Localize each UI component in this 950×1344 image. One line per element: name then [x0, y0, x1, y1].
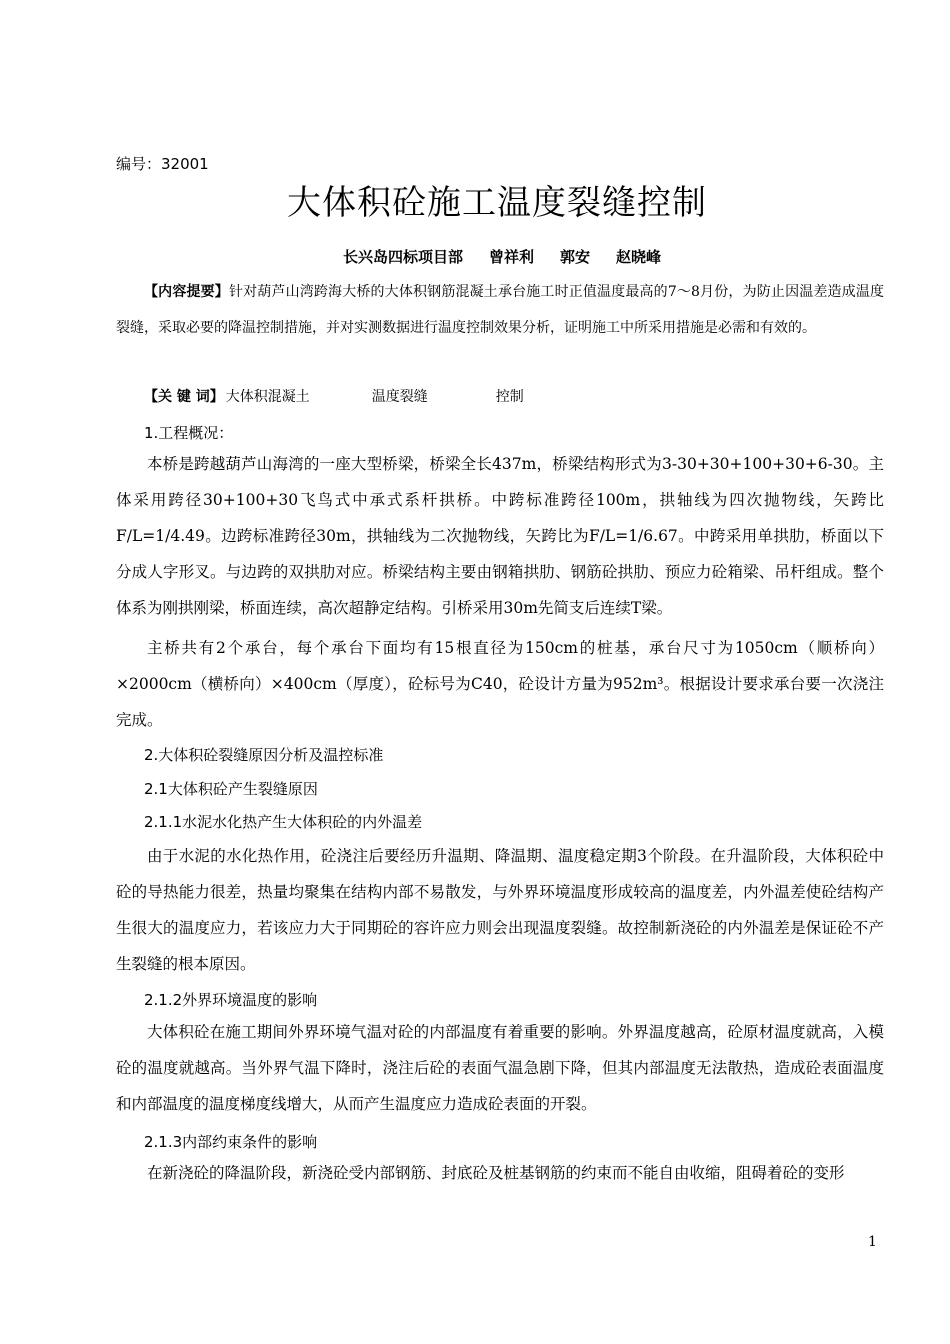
subsection-heading: 2.1.3内部约束条件的影响 — [144, 1133, 318, 1151]
author-name: 曾祥利 — [489, 248, 535, 266]
keywords-label: 【关 键 词】 — [144, 389, 224, 405]
section-heading: 1.工程概况： — [144, 424, 234, 442]
keyword: 温度裂缝 — [371, 389, 428, 405]
paragraph: 本桥是跨越葫芦山海湾的一座大型桥梁，桥梁全长437m，桥梁结构形式为3-30+30+100+30+6-30。主体采用跨径30+100+30飞鸟式中承式系杆拱桥。中跨标准跨径100m，拱轴线为四次抛物线，矢跨比F/L=1/4.49。边跨标准跨径30m，拱轴线为二次抛物线，矢跨比为F/L=1/6.67。中跨采用单拱肋，桥面以下分成人字形叉。与边跨的双拱肋对应。桥梁结构主要由钢箱拱肋、钢筋砼拱肋、预应力砼箱梁、吊杆组成。整个体系为刚拱刚梁，桥面连续，高次超静定结构。引桥采用30m先简支后连续T梁。 — [116, 455, 884, 617]
abstract — [116, 275, 884, 346]
document-number: 编号：32001 — [116, 155, 209, 173]
keywords — [144, 384, 524, 410]
abstract-text: 针对葫芦山湾跨海大桥的大体积钢筋混凝土承台施工时正值温度最高的7～8月份，为防止因温差造成温度裂缝，采取必要的降温控制措施，并对实测数据进行温度控制效果分析，证明施工中所采用措施是必需和有效的。 — [116, 284, 885, 336]
author-name: 赵晓峰 — [616, 248, 662, 266]
document-title: 大体积砼施工温度裂缝控制 — [287, 183, 707, 223]
section-heading: 2.大体积砼裂缝原因分析及温控标准 — [144, 746, 384, 764]
paragraph: 大体积砼在施工期间外界环境气温对砼的内部温度有着重要的影响。外界温度越高，砼原材温度就高，入模砼的温度就越高。当外界气温下降时，浇注后砼的表面气温急剧下降，但其内部温度无法散热，造成砼表面温度和内部温度的温度梯度线增大，从而产生温度应力造成砼表面的开裂。 — [116, 1023, 884, 1113]
paragraph: 主桥共有2个承台，每个承台下面均有15根直径为150cm的桩基，承台尺寸为1050cm（顺桥向）×2000cm（横桥向）×400cm（厚度），砼标号为C40，砼设计方量为952m³。根据设计要求承台要一次浇注完成。 — [116, 639, 884, 729]
paragraph: 在新浇砼的降温阶段，新浇砼受内部钢筋、封底砼及桩基钢筋的约束而不能自由收缩，阻碍着砼的变形 — [147, 1164, 845, 1182]
paragraph: 由于水泥的水化热作用，砼浇注后要经历升温期、降温期、温度稳定期3个阶段。在升温阶段，大体积砼中砼的导热能力很差，热量均聚集在结构内部不易散发，与外界环境温度形成较高的温度差，内外温差使砼结构产生很大的温度应力，若该应力大于同期砼的容许应力则会出现温度裂缝。故控制新浇砼的内外温差是保证砼不产生裂缝的根本原因。 — [116, 847, 884, 973]
subsection-heading: 2.1.1水泥水化热产生大体积砼的内外温差 — [144, 813, 423, 831]
keyword: 控制 — [495, 389, 524, 405]
author-organization: 长兴岛四标项目部 — [343, 248, 464, 266]
abstract-label: 【内容提要】 — [144, 284, 229, 300]
author-name: 郭安 — [560, 248, 591, 266]
subsection-heading: 2.1大体积砼产生裂缝原因 — [144, 780, 318, 798]
author-line — [343, 246, 661, 268]
page-number: 1 — [868, 1234, 877, 1250]
subsection-heading: 2.1.2外界环境温度的影响 — [144, 991, 318, 1009]
keyword: 大体积混凝土 — [225, 389, 310, 405]
